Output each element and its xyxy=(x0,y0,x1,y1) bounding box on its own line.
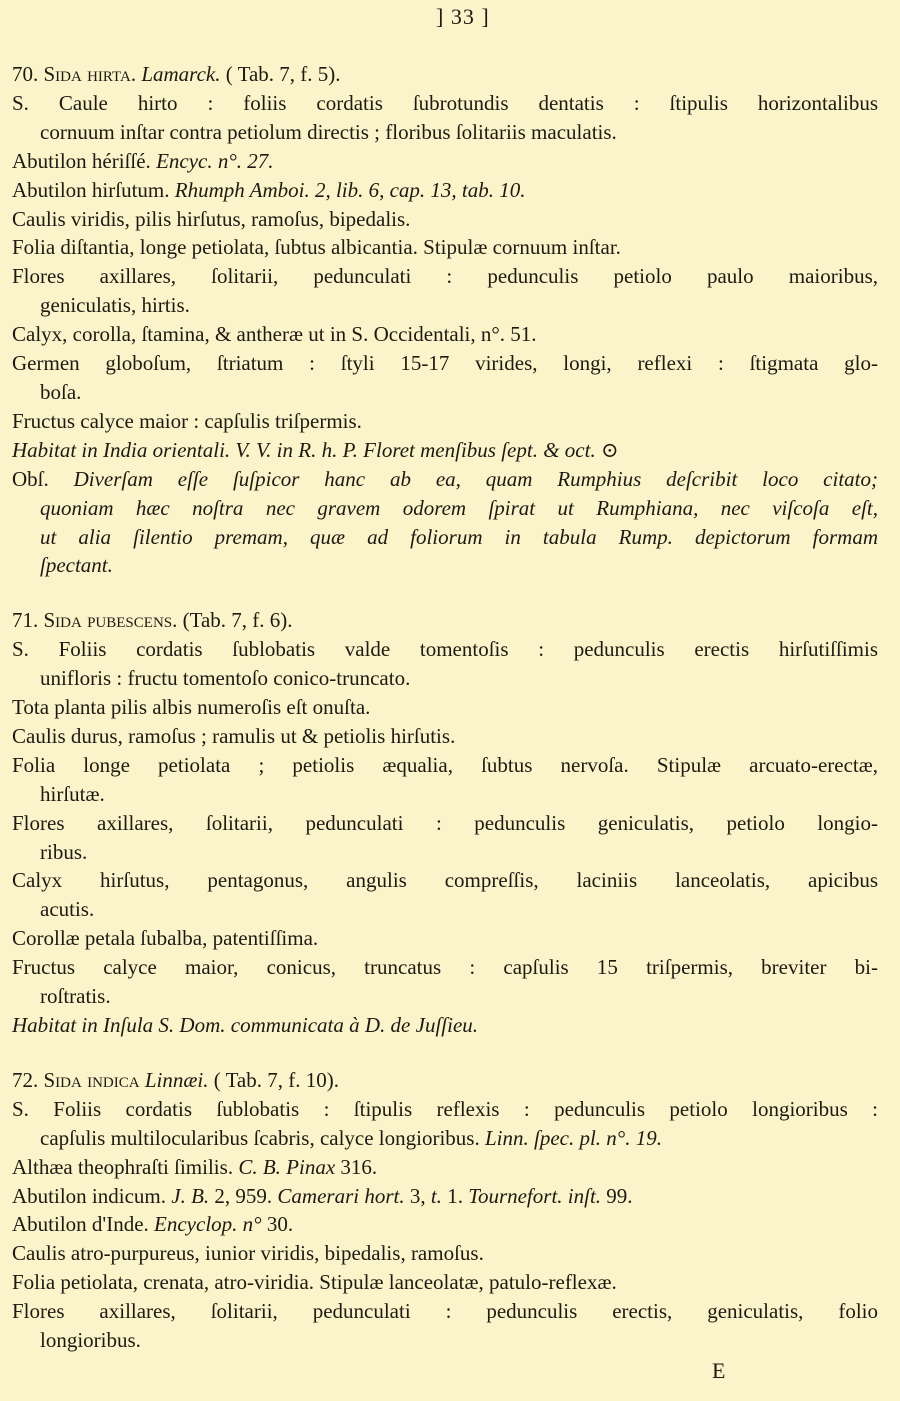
text-line xyxy=(12,953,878,982)
text-segment: 2, 959. xyxy=(209,1183,278,1208)
italic-text: Habitat in India orientali. V. V. in R. h. P. Floret menſibus ſept. & oct. xyxy=(12,437,601,462)
text-segment: Abutilon hériſſé. xyxy=(12,148,157,173)
text-line xyxy=(12,924,878,953)
text-line xyxy=(12,89,878,118)
text-line xyxy=(12,1153,878,1182)
text-segment: 316. xyxy=(335,1154,378,1179)
italic-text: Encyc. n°. 27. xyxy=(156,148,274,173)
text-line xyxy=(12,378,878,407)
italic-text: Lamarck. xyxy=(141,62,221,86)
text-segment: longioribus. xyxy=(40,1328,141,1353)
text-segment: hirſutæ. xyxy=(40,781,105,806)
text-line xyxy=(12,118,878,147)
text-segment: 71. xyxy=(12,608,44,633)
text-segment: (Tab. 7, f. 6). xyxy=(177,608,293,633)
text-segment: boſa. xyxy=(40,379,82,404)
italic-text: Camerari hort. xyxy=(277,1183,405,1208)
text-line xyxy=(12,1095,878,1124)
text-line xyxy=(12,176,878,205)
text-segment: acutis. xyxy=(40,897,95,922)
text-segment: unifloris : fructu tomentoſo conico-truncato. xyxy=(40,666,411,691)
text-segment: 30. xyxy=(261,1212,294,1237)
text-line xyxy=(12,205,878,234)
text-line xyxy=(12,809,878,838)
text-segment: Fructus calyce maior : capſulis triſpermis. xyxy=(12,408,362,433)
text-segment: capſulis multilocularibus ſcabris, calyce longioribus. xyxy=(40,1125,485,1150)
text-line xyxy=(12,262,878,291)
text-segment: ( Tab. 7, f. 10). xyxy=(208,1067,339,1092)
text-segment: Abutilon d'Inde. xyxy=(12,1212,155,1237)
italic-text: ut alia ſilentio premam, quæ ad foliorum in tabula Rump. depictorum formam xyxy=(40,524,878,549)
text-segment: 1. xyxy=(441,1183,469,1208)
entry-heading xyxy=(12,606,878,635)
text-segment: 70. xyxy=(12,62,44,86)
italic-text: Linnæi. xyxy=(144,1067,209,1092)
text-line xyxy=(12,1297,878,1326)
text-segment: S. Caule hirto : foliis cordatis ſubrotundis dentatis : ſtipulis horizontalibus xyxy=(12,90,878,115)
text-line xyxy=(12,523,878,552)
text-line xyxy=(12,407,878,436)
text-segment: Flores axillares, ſolitarii, pedunculati : pedunculis erectis, geniculatis, folio xyxy=(12,1299,878,1324)
text-line xyxy=(12,635,878,664)
text-segment: Corollæ petala ſubalba, patentiſſima. xyxy=(12,926,319,951)
species-entry xyxy=(12,1066,878,1355)
text-line xyxy=(12,1210,878,1239)
text-line xyxy=(12,693,878,722)
text-segment: 72. xyxy=(12,1067,44,1092)
italic-text: quoniam hæc noſtra nec gravem odorem ſpirat ut Rumphiana, nec viſcoſa eſt, xyxy=(40,495,878,520)
text-segment: S. Foliis cordatis ſublobatis valde tomentoſis : pedunculis erectis hirſutiſſimis xyxy=(12,637,878,662)
page-body xyxy=(12,60,878,1381)
italic-text: Rhumph Amboi. 2, lib. 6, cap. 13, tab. 10. xyxy=(174,177,526,202)
text-line xyxy=(12,465,878,494)
italic-text: Habitat in Inſula S. Dom. communicata à D. de Juſſieu. xyxy=(12,1013,479,1037)
text-segment: Obſ. xyxy=(12,466,74,491)
species-name: Sida pubescens. xyxy=(43,608,178,633)
text-segment: 99. xyxy=(601,1183,633,1208)
italic-text: Encyclop. n° xyxy=(154,1212,262,1237)
italic-text: Linn. ſpec. pl. n°. 19. xyxy=(484,1125,662,1150)
text-segment: Flores axillares, ſolitarii, pedunculati : pedunculis petiolo paulo maioribus, xyxy=(12,264,878,289)
text-line xyxy=(12,982,878,1011)
text-line xyxy=(12,751,878,780)
italic-text: C. B. Pinax xyxy=(238,1154,336,1179)
text-segment: 3, xyxy=(404,1183,431,1208)
italic-text: ſpectant. xyxy=(40,553,113,578)
text-segment: Caulis viridis, pilis hirſutus, ramoſus, bipedalis. xyxy=(12,206,411,231)
species-name: Sida hirta. xyxy=(43,62,137,86)
text-segment: S. Foliis cordatis ſublobatis : ſtipulis reflexis : pedunculis petiolo longioribus : xyxy=(12,1096,878,1121)
text-segment: Flores axillares, ſolitarii, pedunculati : pedunculis geniculatis, petiolo longio- xyxy=(12,810,878,835)
species-name: Sida indica xyxy=(43,1067,140,1092)
text-line xyxy=(12,320,878,349)
text-line xyxy=(12,866,878,895)
text-line xyxy=(12,1326,878,1355)
signature-mark: E xyxy=(712,1358,726,1383)
text-segment: Germen globoſum, ſtriatum : ſtyli 15-17 virides, longi, reflexi : ſtigmata glo- xyxy=(12,351,878,376)
italic-text: Tournefort. inſt. xyxy=(468,1183,602,1208)
page-number: ] 33 ] xyxy=(436,4,490,29)
text-segment: Abutilon indicum. xyxy=(12,1183,172,1208)
text-line xyxy=(12,494,878,523)
text-line xyxy=(12,780,878,809)
text-line xyxy=(12,1182,878,1211)
text-segment: roſtratis. xyxy=(40,984,111,1009)
text-segment: cornuum inſtar contra petiolum directis ; floribus ſolitariis maculatis. xyxy=(40,119,617,144)
entry-heading xyxy=(12,1066,878,1095)
text-line xyxy=(12,1268,878,1297)
entry-heading xyxy=(12,60,878,89)
text-segment: Caulis durus, ramoſus ; ramulis ut & petiolis hirſutis. xyxy=(12,723,456,748)
text-segment: Calyx hirſutus, pentagonus, angulis compreſſis, laciniis lanceolatis, apicibus xyxy=(12,868,878,893)
text-line xyxy=(12,1124,878,1153)
text-line xyxy=(12,436,878,465)
text-line xyxy=(12,722,878,751)
text-segment: Caulis atro-purpureus, iunior viridis, bipedalis, ramoſus. xyxy=(12,1241,484,1266)
text-segment: Calyx, corolla, ſtamina, & antheræ ut in S. Occidentali, n°. 51. xyxy=(12,322,537,347)
species-entry xyxy=(12,60,878,580)
text-segment: ribus. xyxy=(40,839,88,864)
text-line xyxy=(12,838,878,867)
text-segment: Fructus calyce maior, conicus, truncatus : capſulis 15 triſpermis, breviter bi- xyxy=(12,955,878,980)
text-line xyxy=(12,895,878,924)
text-segment: ( Tab. 7, f. 5). xyxy=(220,62,341,86)
italic-text: t. xyxy=(430,1183,442,1208)
text-segment: geniculatis, hirtis. xyxy=(40,293,190,318)
text-segment: Folia longe petiolata ; petiolis æqualia, ſubtus nervoſa. Stipulæ arcuato-erectæ, xyxy=(12,752,878,777)
species-entry xyxy=(12,606,878,1040)
text-line xyxy=(12,1239,878,1268)
text-line xyxy=(12,1011,878,1040)
text-segment: Althæa theophraſti ſimilis. xyxy=(12,1154,239,1179)
text-line xyxy=(12,664,878,693)
text-segment: Folia petiolata, crenata, atro-viridia. Stipulæ lanceolatæ, patulo-reflexæ. xyxy=(12,1270,617,1295)
text-line xyxy=(12,551,878,580)
text-line xyxy=(12,349,878,378)
text-segment: Tota planta pilis albis numeroſis eſt onuſta. xyxy=(12,695,371,720)
italic-text: Diverſam eſſe ſuſpicor hanc ab ea, quam Rumphius deſcribit loco citato; xyxy=(73,466,878,491)
text-line xyxy=(12,291,878,320)
text-segment: Abutilon hirſutum. xyxy=(12,177,175,202)
text-line xyxy=(12,147,878,176)
italic-text: J. B. xyxy=(171,1183,210,1208)
text-line xyxy=(12,233,878,262)
text-segment: Folia diſtantia, longe petiolata, ſubtus albicantia. Stipulæ cornuum inſtar. xyxy=(12,235,621,260)
text-segment: ⊙ xyxy=(600,437,619,462)
